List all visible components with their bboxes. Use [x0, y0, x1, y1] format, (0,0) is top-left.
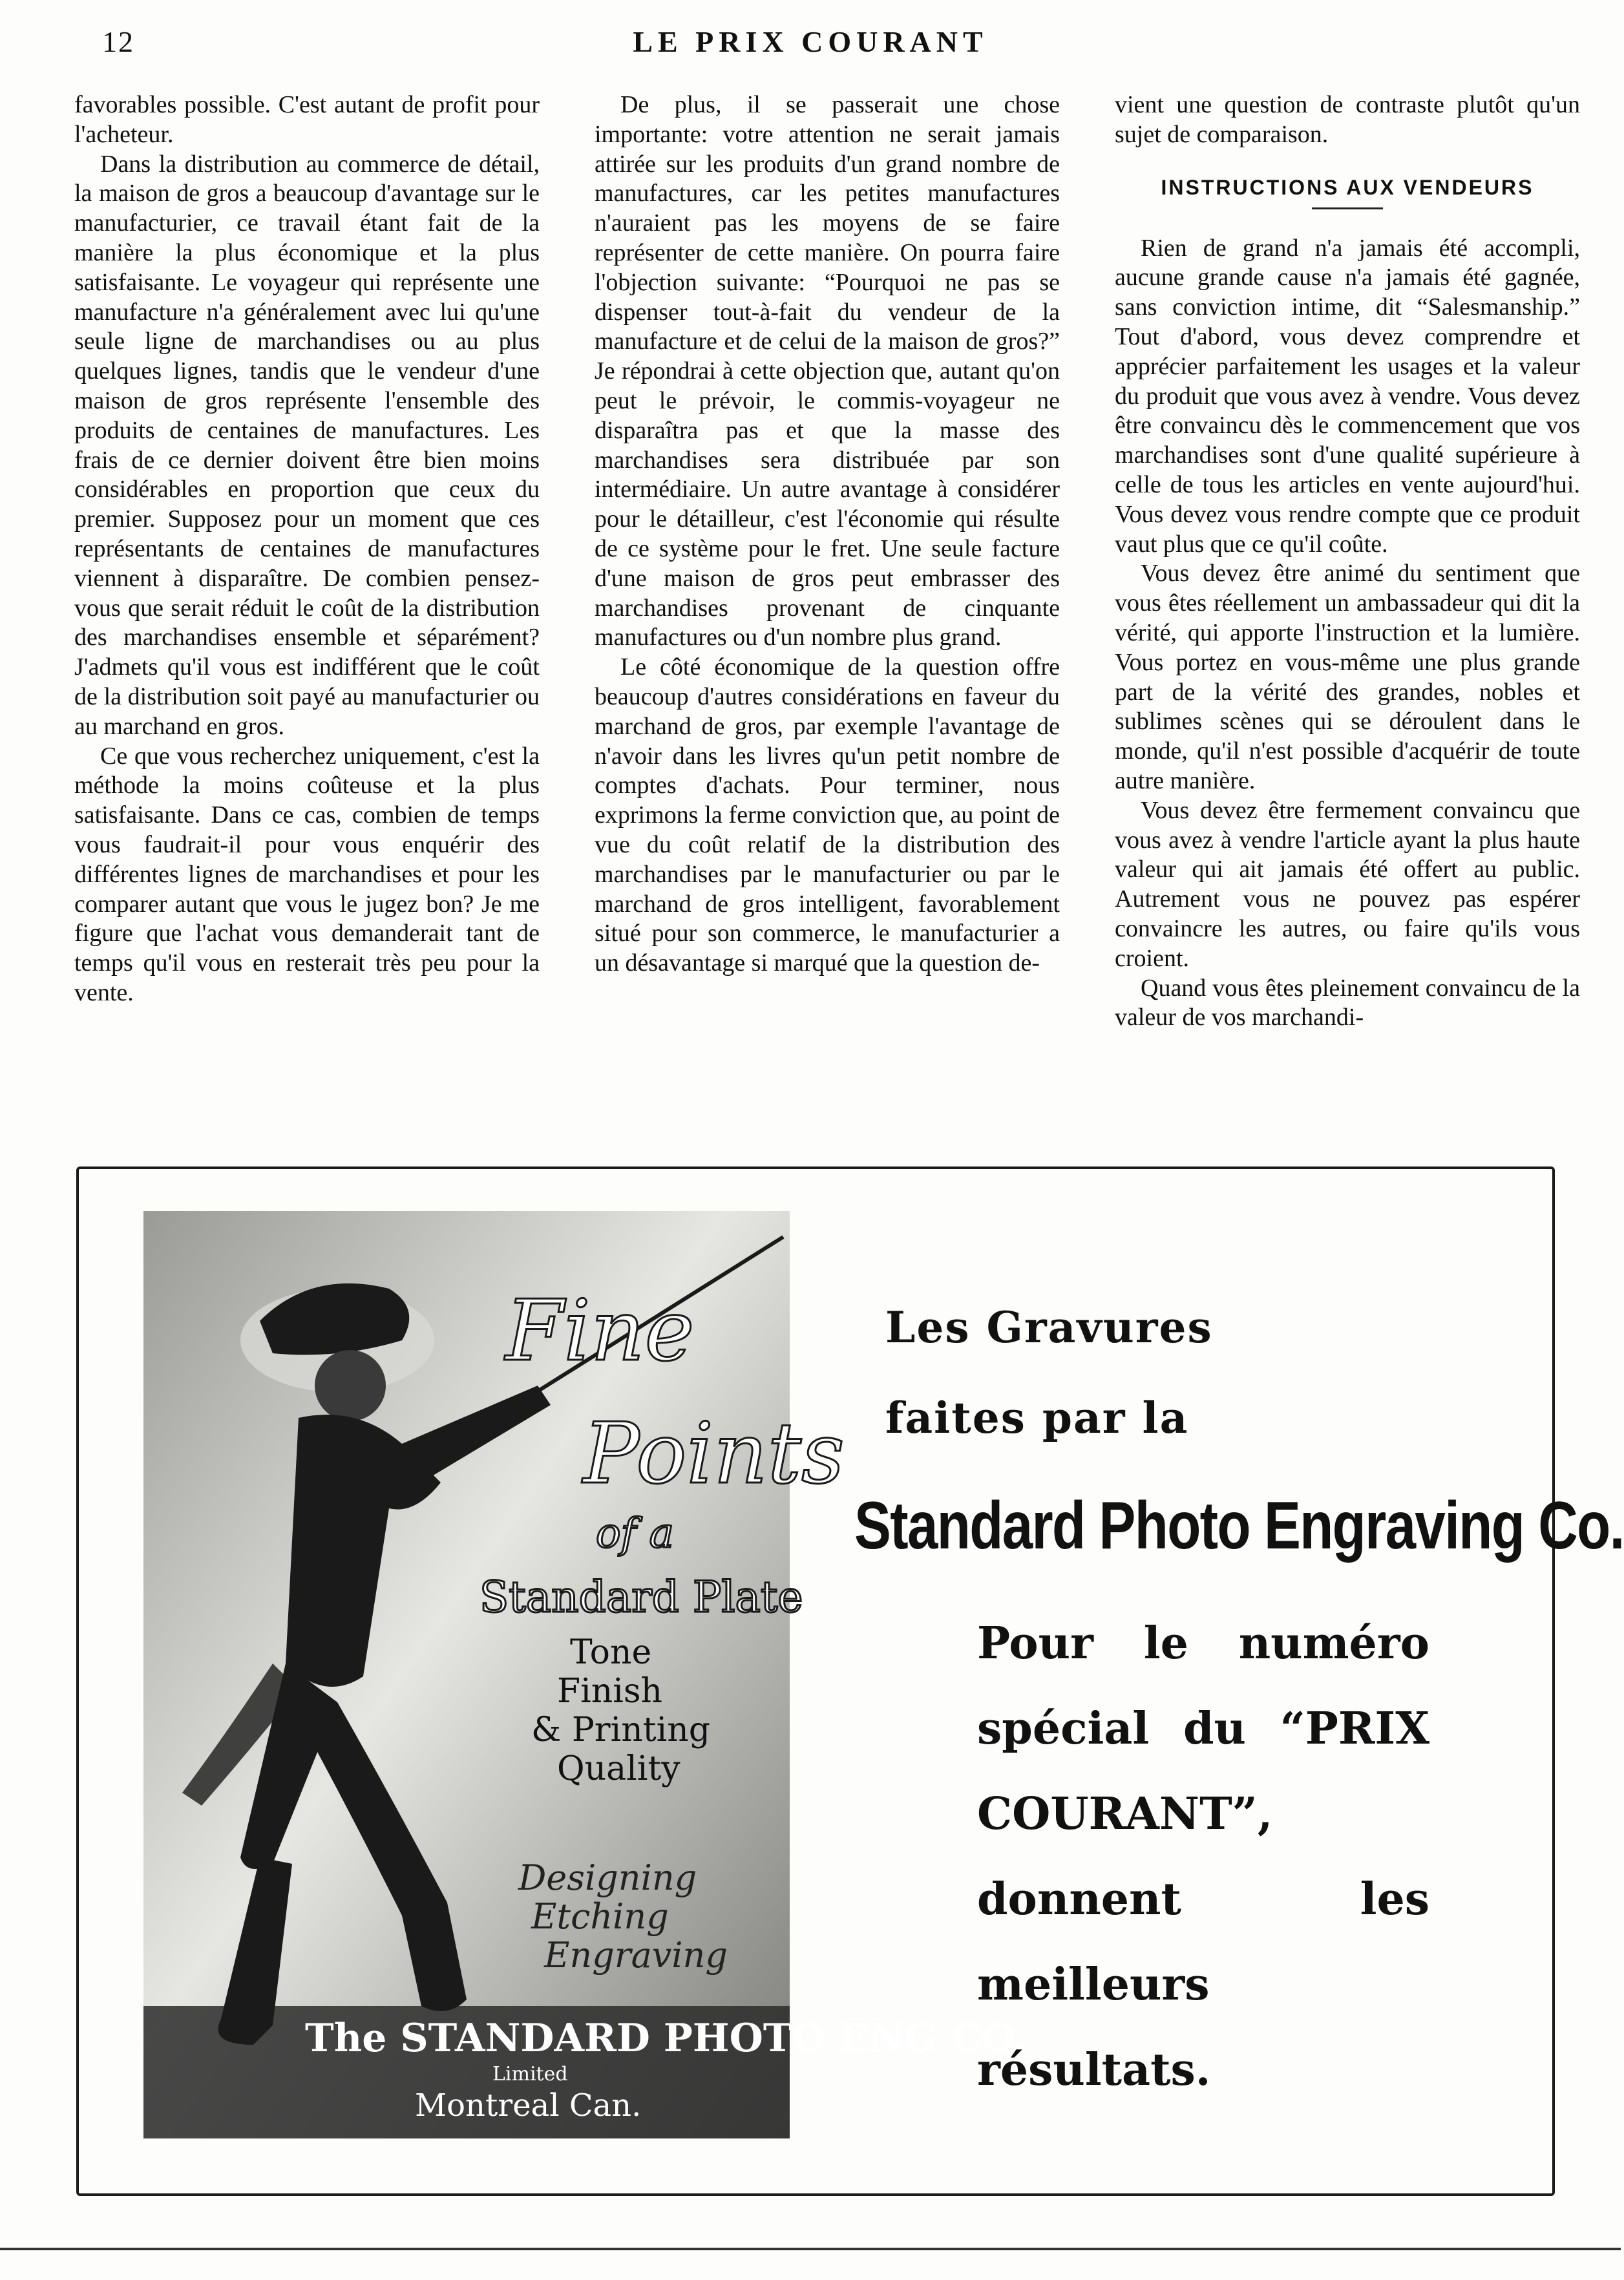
column-1: [74, 90, 540, 1131]
ad-lettering: & Printing: [531, 1711, 711, 1749]
paragraph: Ce que vous recherchez uniquement, c'est la méthode la moins coûteuse et la plus satisfaisante. Dans ce cas, combien de temps vous faudrait-il pour vous enquérir des différentes lignes de marchandises et pour les comparer autant que vous le jugez bon? Je me figure que l'achat vous demanderait tant de temps qu'il vous en resterait très peu pour la vente.: [74, 742, 540, 1006]
ad-lettering: Standard Plate: [480, 1572, 803, 1622]
ad-lettering: Designing: [518, 1857, 697, 1898]
ad-lettering: of a: [596, 1510, 674, 1557]
column-2: [595, 90, 1060, 1131]
ad-company-name: Standard Photo Engraving Co.: [854, 1488, 1624, 1563]
heading-rule: [1312, 207, 1383, 209]
ad-lettering: Etching: [531, 1896, 669, 1937]
paragraph: Le côté économique de la question offre beaucoup d'autres considérations en faveur du marchand de gros, par exemple l'avantage de n'avoir dans les livres qu'un petit nombre de comptes d'achats. Pour terminer, nous exprimons la ferme conviction que, au point de vue du coût relatif de la distribution des marchandises par le manufacturier ou par le marchand de gros intelligent, favorablement situé pour son commerce, le manufacturier a un désavantage si marqué que la question de-: [595, 653, 1060, 977]
ad-line: faites par la: [885, 1393, 1189, 1443]
ad-lettering: The STANDARD PHOTO ENG CO.: [305, 2016, 1027, 2061]
ad-lettering: Fine: [505, 1282, 695, 1380]
ad-line: Les Gravures: [885, 1302, 1213, 1353]
ad-lettering: Tone: [570, 1633, 652, 1672]
ad-lettering: Finish: [557, 1672, 663, 1711]
paragraph: Dans la distribution au commerce de détail, la maison de gros a beaucoup d'avantage sur le manufacturier, ce travail étant fait de la manière la plus économique et la plus satisfaisante. Le voyageur qui représente une manufacture n'a généralement avec lui qu'une seule ligne de marchandises ou au plus quelques lignes, tandis que le vendeur d'une maison de gros représente l'ensemble des produits de centaines de manufactures. Les frais de ce dernier doivent être bien moins considérables en proportion que ceux du premier. Supposez pour un moment que ces représentants de centaines de manufactures viennent à disparaître. De combien pensez-vous que serait réduit le coût de la distribution des marchandises ensemble et séparément? J'admets qu'il vous est indifférent que le coût de la distribution soit payé au manufacturier ou au marchand en gros.: [74, 150, 540, 740]
paragraph: De plus, il se passerait une chose importante: votre attention ne serait jamais attirée sur les produits d'un grand nombre de manufactures, car les petites manufactures n'auraient pas les moyens de se faire représenter de cette manière. On pourra faire l'objection suivante: “Pourquoi ne pas se dispenser tout-à-fait du vendeur de la manufacture et de celui de la maison de gros?” Je répondrai à cette objection que, autant qu'on peut le prévoir, le commis-voyageur ne disparaîtra pas et que la masse des marchandises sera distribuée par son intermédiaire. Un autre avantage à considérer pour le détailleur, c'est l'économie qui résulte de ce système pour le fret. Une seule facture d'une maison de gros peut embrasser des marchandises provenant de cinquante manufactures ou d'un nombre plus grand.: [595, 91, 1060, 651]
ad-lettering: Engraving: [544, 1935, 728, 1976]
article-columns: [74, 90, 1580, 1131]
column-3: [1115, 90, 1580, 1131]
paragraph: Vous devez être animé du sentiment que vous êtes réellement un ambassadeur qui dit la vérité, qui apporte l'instruction et la lumière. Vous portez en vous-même une plus grande part de la vérité des grandes, nobles et sublimes scènes qui se déroulent dans le monde, qu'il n'est possible d'acquérir de toute autre manière.: [1115, 560, 1580, 794]
advertisement-copy: [854, 1282, 1624, 2113]
ad-lettering: Points: [583, 1404, 845, 1503]
engraving-illustration: [143, 1211, 1027, 2138]
ad-lettering: Limited: [492, 2063, 568, 2085]
bottom-rule: [0, 2248, 1621, 2250]
paragraph: Quand vous êtes pleinement convaincu de la valeur de vos marchandi-: [1115, 974, 1580, 1031]
advertisement-box: [76, 1166, 1624, 2196]
paragraph: Rien de grand n'a jamais été accompli, aucune grande cause n'a jamais été gagnée, sans conviction intime, dit “Salesmanship.” Tout d'abord, vous devez comprendre et apprécier parfaitement les usages et la valeur du produit que vous avez à vendre. Vous devez être convaincu dès le commencement que vos marchandises sont d'une qualité supérieure à celle de tous les articles en vente aujourd'hui. Vous devez vous rendre compte que ce produit vaut plus que ce qu'il coûte.: [1115, 234, 1580, 558]
paragraph: Vous devez être fermement convaincu que vous avez à vendre l'article ayant la plus haute valeur qui ait jamais été offert au public. Autrement vous ne pouvez pas espérer convaincre les autres, ou faire qu'ils vous croient.: [1115, 796, 1580, 972]
page-number: 12: [102, 25, 134, 58]
section-heading: INSTRUCTIONS AUX VENDEURS: [1161, 175, 1534, 199]
paragraph: vient une question de contraste plutôt qu'un sujet de comparaison.: [1115, 91, 1580, 148]
running-head: LE PRIX COURANT: [633, 25, 988, 58]
paragraph: favorables possible. C'est autant de profit pour l'acheteur.: [74, 91, 540, 148]
ad-lettering: Montreal Can.: [415, 2087, 642, 2124]
ad-pitch: Pour le numéro spécial du “PRIX COURANT”, donnent les meilleurs résultats.: [977, 1618, 1429, 2096]
ad-lettering: Quality: [557, 1749, 680, 1788]
